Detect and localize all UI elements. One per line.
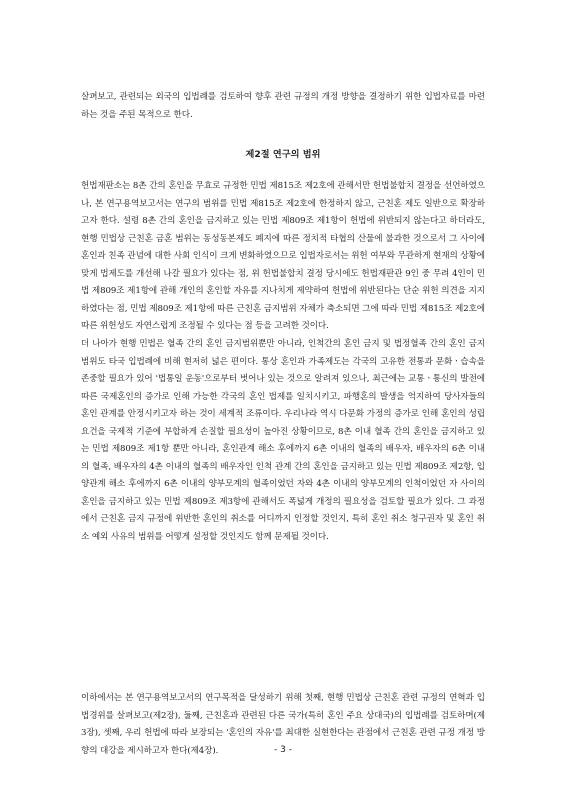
body-paragraph-2: 더 나아가 현행 민법은 혈족 간의 혼인 금지범위뿐만 아니라, 인척간의 혼인 금지 및 법정혈족 간의 혼인 금지범위도 타국 입법례에 비해 현저히 넓은 편이다. 통상 혼인과 가족제도는 각국의 고유한 전통과 문화ㆍ습속을 존중할 필요가 있어 '법통일 운동'으로부터 벗어나 있는 것으로 알려져 있으나, 최근에는 교통ㆍ통신의 발전에 따른 국제혼인의 증가로 인해 가능한 각국의 혼인 법제를 일치시키고, 파행혼의 발생을 억지하여 당사자들의 혼인 관계를 안정시키고자 하는 것이 세계적 조류이다. 우리나라 역시 다문화 가정의 증가로 인해 혼인의 성립요건을 국제적 기준에 부합하게 손질할 필요성이 높아진 상황이므로, 8촌 이내 혈족 간의 혼인을 금지하고 있는 민법 제809조 제1항 뿐만 아니라, 혼인관계 해소 후에까지 6촌 이내의 혈족의 배우자, 배우자의 6촌 이내의 혈족, 배우자의 4촌 이내의 혈족의 배우자인 인척 관계 간의 혼인을 금지하고 있는 민법 제809조 제2항, 입양관계 해소 후에까지 6촌 이내의 양부모계의 혈족이었던 자와 4촌 이내의 양부모계의 인척이었던 자 사이의 혼인을 금지하고 있는 민법 제809조 제3항에 관해서도 폭넓게 개정의 필요성을 검토할 필요가 있다. 그 과정에서 근친혼 금지 규정에 위반한 혼인의 취소를 어디까지 인정할 것인지, 특히 혼인 취소 청구권자 및 혼인 취소 예외 사유의 범위를 어떻게 설정할 것인지도 함께 문제될 것이다. [81,339,485,542]
body-paragraph-1: 헌법재판소는 8촌 간의 혼인을 무효로 규정한 민법 제815조 제2호에 관해서만 헌법불합치 결정을 선언하였으나, 본 연구용역보고서는 연구의 범위를 민법 제815조 제2호에 한정하지 않고, 근친혼 제도 일반으로 확장하고자 한다. 설령 8촌 간의 혼인을 금지하고 있는 민법 제809조 제1항이 헌법에 위반되지 않는다고 하더라도, 현행 민법상 근친혼 금혼 범위는 동성동본제도 폐지에 따른 정치적 타협의 산물에 불과한 것으로서 그 사이에 혼인과 친족 관념에 대한 사회 인식이 크게 변화하였으므로 입법자로서는 위헌 여부와 무관하게 현재의 상황에 맞게 법제도를 개선해 나갈 필요가 있다는 점, 위 헌법불합치 결정 당시에도 헌법재판관 9인 중 무려 4인이 민법 제809조 제1항에 관해 개인의 혼인할 자유를 지나치게 제약하여 헌법에 위반된다는 단순 위헌 의견을 지지하였다는 점, 민법 제809조 제1항에 따른 근친혼 금지범위 자체가 축소되면 그에 따라 민법 제815조 제2호에 따른 위헌성도 자연스럽게 조정될 수 있다는 점 등을 고려한 것이다. [81,181,485,331]
section-title: 제2절 연구의 범위 [245,149,321,160]
page-number: - 3 - [274,745,292,755]
body-paragraph-3: 이하에서는 본 연구용역보고서의 연구목적을 달성하기 위해 첫째, 현행 민법상 근친혼 관련 규정의 연혁과 입법경위를 살펴보고(제2장), 둘째, 근친혼과 관련된 다른 국가(특히 혼인 주요 상대국)의 입법례를 검토하며(제3장), 셋째, 우리 헌법에 따라 보장되는 '혼인의 자유'를 최대한 실현한다는 관점에서 근친혼 관련 규정 개정 방향의 대강을 제시하고자 한다(제4장). [81,693,485,756]
intro-paragraph: 살펴보고, 관련되는 외국의 입법례를 검토하여 향후 관련 규정의 개정 방향을 결정하기 위한 입법자료를 마련하는 것을 주된 목적으로 한다. [81,92,485,120]
